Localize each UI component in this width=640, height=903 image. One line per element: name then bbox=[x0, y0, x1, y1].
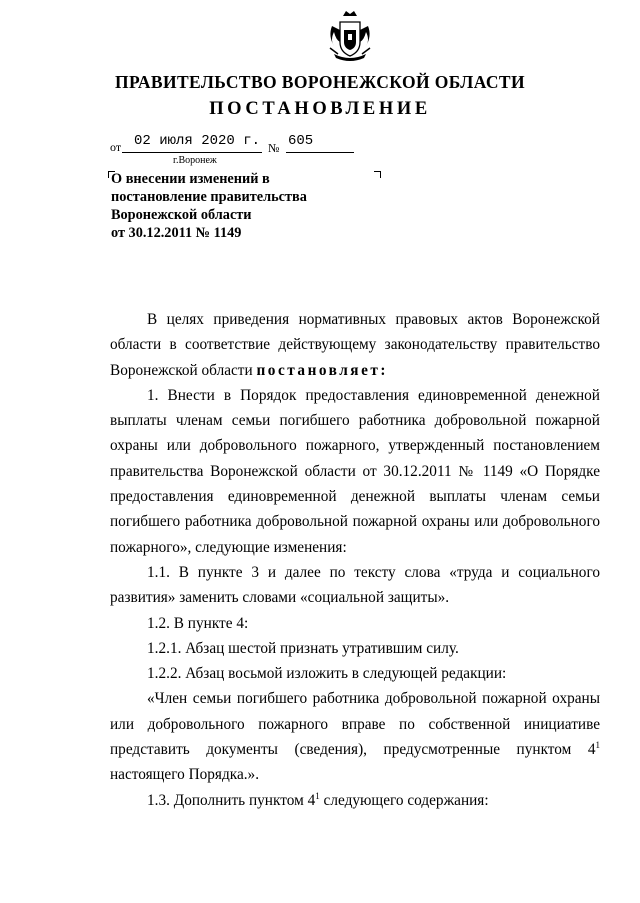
body-line: погибшего работника добровольной пожарной охраны или добровольного bbox=[110, 513, 600, 531]
subject-corner-right bbox=[374, 171, 381, 178]
number-sign-label: № bbox=[268, 141, 280, 155]
body-text-segment: следующего содержания: bbox=[319, 791, 489, 809]
document-body bbox=[110, 307, 600, 813]
document-date: 02 июля 2020 г. bbox=[134, 133, 261, 149]
body-line: настоящего Порядка.». bbox=[110, 766, 260, 784]
subject-line: О внесении изменений в bbox=[111, 171, 270, 187]
document-type-title: ПОСТАНОВЛЕНИЕ bbox=[209, 99, 431, 119]
coat-of-arms-emblem bbox=[326, 10, 374, 64]
body-text-segment: представить документы (сведения), предусмотренные пунктом 4 bbox=[110, 741, 596, 759]
body-line: 1. Внести в Порядок предоставления единовременной денежной bbox=[147, 386, 600, 404]
body-text-segment: Воронежской области bbox=[110, 361, 257, 379]
subject-line: от 30.12.2011 № 1149 bbox=[111, 225, 242, 241]
subject-line: постановление правительства bbox=[111, 189, 307, 205]
body-text-segment: 1.3. Дополнить пунктом 4 bbox=[147, 791, 316, 809]
resolution-verb: постановляет: bbox=[256, 361, 388, 379]
superscript-index: 1 bbox=[595, 739, 600, 750]
body-line: 1.2.1. Абзац шестой признать утратившим силу. bbox=[147, 639, 459, 657]
government-title: ПРАВИТЕЛЬСТВО ВОРОНЕЖСКОЙ ОБЛАСТИ bbox=[114, 72, 526, 92]
body-line bbox=[110, 788, 600, 813]
number-underline bbox=[286, 152, 354, 153]
body-line bbox=[110, 737, 600, 762]
superscript-index: 1 bbox=[315, 790, 320, 801]
document-subject bbox=[111, 170, 371, 242]
body-line: правительства Воронежской области от 30.12.2011 № 1149 «О Порядке bbox=[110, 462, 600, 480]
body-line: «Член семьи погибшего работника добровольной пожарной охраны bbox=[147, 690, 600, 708]
body-line: предоставления единовременной денежной выплаты членам семьи bbox=[110, 488, 600, 506]
body-line: 1.1. В пункте 3 и далее по тексту слова «труда и социального bbox=[147, 563, 600, 581]
date-prefix-label: от bbox=[110, 140, 122, 154]
date-underline bbox=[122, 152, 262, 153]
body-line: развития» заменить словами «социальной защиты». bbox=[110, 589, 450, 607]
body-line: охраны или добровольного пожарного, утвержденный постановлением bbox=[110, 437, 600, 455]
body-line: 1.2.2. Абзац восьмой изложить в следующей редакции: bbox=[147, 665, 507, 683]
body-line: В целях приведения нормативных правовых актов Воронежской bbox=[147, 311, 600, 328]
body-line: выплаты членам семьи погибшего работника добровольной пожарной bbox=[110, 412, 600, 430]
city-label: г.Воронеж bbox=[173, 155, 217, 166]
body-line: 1.2. В пункте 4: bbox=[147, 614, 249, 632]
body-line bbox=[110, 358, 600, 383]
body-line: области в соответствие действующему законодательству правительство bbox=[110, 336, 600, 354]
document-number: 605 bbox=[288, 133, 314, 149]
subject-line: Воронежской области bbox=[111, 207, 252, 223]
body-line: пожарного», следующие изменения: bbox=[110, 538, 347, 556]
body-line: или добровольного пожарного вправе по собственной инициативе bbox=[110, 715, 600, 733]
